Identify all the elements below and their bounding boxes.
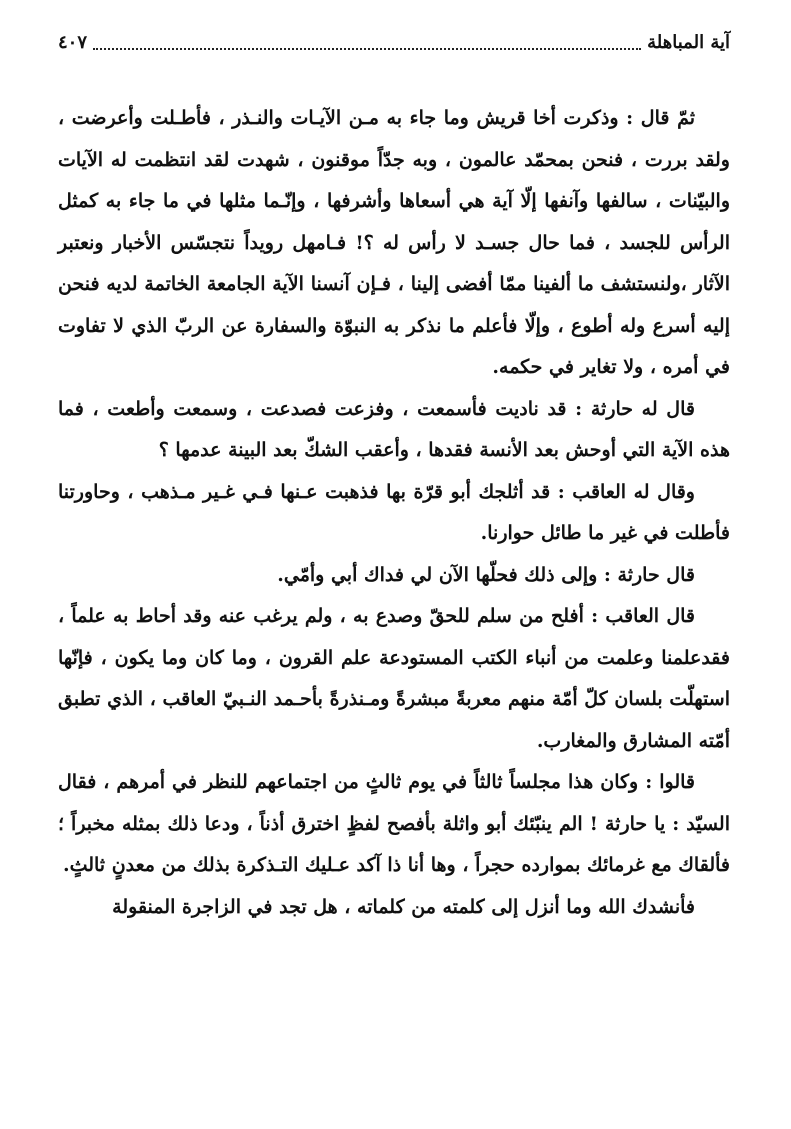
header-dotted-leader: [93, 48, 641, 50]
running-header: [58, 28, 730, 58]
paragraph-2: قال له حارثة : قد ناديت فأسمعت ، وفزعت فصدعت ، وسمعت وأطعت ، فما هذه الآية التي أوحش بعد الأنسة فقدها ، وأعقب الشكّ بعد البينة عدمها ؟: [58, 397, 730, 461]
paragraph-1: ثمّ قال : وذكرت أخا قريش وما جاء به مـن الآيـات والنـذر ، فأطـلت وأعرضت ، ولقد بررت ، فنحن بمحمّد عالمون ، وبه جدّاً موقنون ، شهدت لقد انتظمت له الآيات والبيّنات ، سالفها وآنفها إلّا آية هي أسعاها وأشرفها ، وإنّـما مثلها في ما جاء به كمثل الرأس للجسد ، فما حال جسـد لا رأس له ؟! فـامهل رويداً نتجسّس الأخبار ونعتبر الآثار ،ولنستشف ما ألفينا ممّا أفضى إلينا ، فـإن آنسنا الآية الجامعة الخاتمة لديه فنحن إليه أسرع وله أطوع ، وإلّا فأعلم ما نذكر به النبوّة والسفارة عن الربّ الذي لا تفاوت في أمره ، ولا تغاير في حكمه.: [58, 107, 730, 378]
body-text: [58, 98, 730, 928]
book-page: [58, 28, 730, 928]
paragraph-6: قالوا : وكان هذا مجلساً ثالثاً في يوم ثالثٍ من اجتماعهم للنظر في أمرهم ، فقال السيّد : يا حارثة ! الم ينبّئك أبو واثلة بأفصح لفظٍ اخترق أذناً ، ودعا ذلك بمثله مخبراً ؛ فألقاك مع غرمائك بموارده حجراً ، وها أنا ذا آكد عـليك التـذكرة بذلك من معدنٍ ثالثٍ.: [58, 771, 730, 876]
chapter-title: آية المباهلة: [647, 32, 730, 53]
paragraph-7: فأنشدك الله وما أنزل إلى كلمته من كلماته ، هل تجد في الزاجرة المنقولة: [112, 895, 695, 918]
paragraph-4: قال حارثة : وإلى ذلك فحلّها الآن لي فداك أبي وأمّي.: [277, 563, 695, 586]
page-number: ٤٠٧: [58, 32, 88, 53]
paragraph-5: قال العاقب : أفلح من سلم للحقّ وصدع به ، ولم يرغب عنه وقد أحاط به علماً ، فقدعلمنا وعلمت من أنباء الكتب المستودعة علم القرون ، وما كان وما يكون ، فإنّها استهلّت بلسان كلّ أمّة منهم معربةً مبشرةً ومـنذرةً بأحـمد النـبيّ العاقب ، الذي تطبق أمّته المشارق والمغارب.: [58, 605, 730, 752]
paragraph-3: وقال له العاقب : قد أثلجك أبو قرّة بها فذهبت عـنها فـي غـير مـذهب ، وحاورتنا فأطلت في غير ما طائل حوارنا.: [58, 480, 730, 544]
